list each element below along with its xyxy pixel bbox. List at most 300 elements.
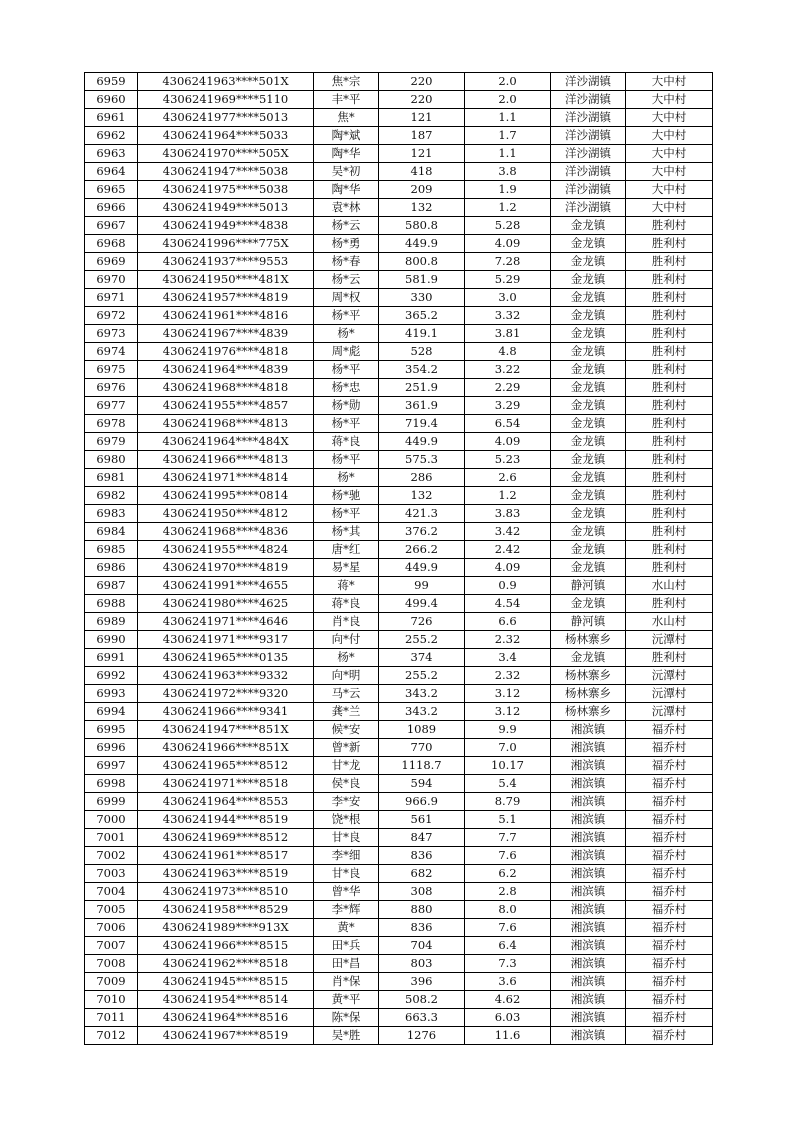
village-cell: 福乔村 — [626, 739, 713, 757]
table-row — [85, 901, 713, 919]
quantity-cell: 3.12 — [465, 703, 551, 721]
row-number-cell: 6982 — [85, 487, 138, 505]
quantity-cell: 5.1 — [465, 811, 551, 829]
amount-cell: 220 — [379, 91, 465, 109]
row-number-cell: 7012 — [85, 1027, 138, 1045]
town-cell: 洋沙湖镇 — [551, 199, 626, 217]
name-cell: 易*星 — [314, 559, 379, 577]
village-cell: 胜利村 — [626, 433, 713, 451]
table-row — [85, 271, 713, 289]
town-cell: 湘滨镇 — [551, 1009, 626, 1027]
table-row — [85, 73, 713, 91]
row-number-cell: 7002 — [85, 847, 138, 865]
row-number-cell: 6974 — [85, 343, 138, 361]
town-cell: 湘滨镇 — [551, 739, 626, 757]
table-row — [85, 811, 713, 829]
village-cell: 福乔村 — [626, 829, 713, 847]
quantity-cell: 4.09 — [465, 559, 551, 577]
town-cell: 金龙镇 — [551, 307, 626, 325]
quantity-cell: 6.4 — [465, 937, 551, 955]
amount-cell: 704 — [379, 937, 465, 955]
town-cell: 洋沙湖镇 — [551, 181, 626, 199]
id-number-cell: 4306241963****501X — [138, 73, 314, 91]
row-number-cell: 6975 — [85, 361, 138, 379]
amount-cell: 419.1 — [379, 325, 465, 343]
quantity-cell: 2.42 — [465, 541, 551, 559]
id-number-cell: 4306241971****4646 — [138, 613, 314, 631]
id-number-cell: 4306241973****8510 — [138, 883, 314, 901]
quantity-cell: 8.0 — [465, 901, 551, 919]
row-number-cell: 6967 — [85, 217, 138, 235]
quantity-cell: 3.83 — [465, 505, 551, 523]
table-row — [85, 325, 713, 343]
town-cell: 洋沙湖镇 — [551, 145, 626, 163]
name-cell: 田*兵 — [314, 937, 379, 955]
table-row — [85, 127, 713, 145]
village-cell: 胜利村 — [626, 595, 713, 613]
amount-cell: 266.2 — [379, 541, 465, 559]
id-number-cell: 4306241996****775X — [138, 235, 314, 253]
id-number-cell: 4306241967****8519 — [138, 1027, 314, 1045]
id-number-cell: 4306241963****8519 — [138, 865, 314, 883]
row-number-cell: 6987 — [85, 577, 138, 595]
village-cell: 胜利村 — [626, 253, 713, 271]
name-cell: 焦*宗 — [314, 73, 379, 91]
row-number-cell: 7011 — [85, 1009, 138, 1027]
village-cell: 福乔村 — [626, 1027, 713, 1045]
amount-cell: 1089 — [379, 721, 465, 739]
quantity-cell: 2.32 — [465, 631, 551, 649]
quantity-cell: 1.2 — [465, 199, 551, 217]
id-number-cell: 4306241955****4824 — [138, 541, 314, 559]
id-number-cell: 4306241972****9320 — [138, 685, 314, 703]
amount-cell: 803 — [379, 955, 465, 973]
id-number-cell: 4306241961****4816 — [138, 307, 314, 325]
name-cell: 肖*良 — [314, 613, 379, 631]
id-number-cell: 4306241966****9341 — [138, 703, 314, 721]
id-number-cell: 4306241958****8529 — [138, 901, 314, 919]
id-number-cell: 4306241969****5110 — [138, 91, 314, 109]
village-cell: 水山村 — [626, 613, 713, 631]
name-cell: 蒋* — [314, 577, 379, 595]
name-cell: 蒋*良 — [314, 595, 379, 613]
id-number-cell: 4306241971****8518 — [138, 775, 314, 793]
village-cell: 胜利村 — [626, 379, 713, 397]
table-row — [85, 487, 713, 505]
table-row — [85, 235, 713, 253]
amount-cell: 421.3 — [379, 505, 465, 523]
village-cell: 大中村 — [626, 163, 713, 181]
table-row — [85, 559, 713, 577]
amount-cell: 594 — [379, 775, 465, 793]
id-number-cell: 4306241966****851X — [138, 739, 314, 757]
town-cell: 金龙镇 — [551, 523, 626, 541]
table-row — [85, 397, 713, 415]
name-cell: 周*权 — [314, 289, 379, 307]
quantity-cell: 2.0 — [465, 91, 551, 109]
name-cell: 杨*平 — [314, 451, 379, 469]
table-row — [85, 595, 713, 613]
amount-cell: 836 — [379, 919, 465, 937]
id-number-cell: 4306241947****5038 — [138, 163, 314, 181]
row-number-cell: 6964 — [85, 163, 138, 181]
id-number-cell: 4306241963****9332 — [138, 667, 314, 685]
name-cell: 蒋*良 — [314, 433, 379, 451]
village-cell: 胜利村 — [626, 343, 713, 361]
town-cell: 金龙镇 — [551, 397, 626, 415]
town-cell: 湘滨镇 — [551, 901, 626, 919]
id-number-cell: 4306241976****4818 — [138, 343, 314, 361]
row-number-cell: 6995 — [85, 721, 138, 739]
village-cell: 胜利村 — [626, 487, 713, 505]
row-number-cell: 6990 — [85, 631, 138, 649]
amount-cell: 528 — [379, 343, 465, 361]
amount-cell: 220 — [379, 73, 465, 91]
village-cell: 胜利村 — [626, 415, 713, 433]
quantity-cell: 4.62 — [465, 991, 551, 1009]
id-number-cell: 4306241975****5038 — [138, 181, 314, 199]
town-cell: 洋沙湖镇 — [551, 163, 626, 181]
name-cell: 马*云 — [314, 685, 379, 703]
id-number-cell: 4306241964****8516 — [138, 1009, 314, 1027]
name-cell: 候*安 — [314, 721, 379, 739]
village-cell: 胜利村 — [626, 289, 713, 307]
row-number-cell: 6989 — [85, 613, 138, 631]
amount-cell: 719.4 — [379, 415, 465, 433]
name-cell: 杨*平 — [314, 415, 379, 433]
quantity-cell: 3.8 — [465, 163, 551, 181]
name-cell: 唐*红 — [314, 541, 379, 559]
row-number-cell: 6980 — [85, 451, 138, 469]
amount-cell: 663.3 — [379, 1009, 465, 1027]
name-cell: 杨* — [314, 325, 379, 343]
name-cell: 侯*良 — [314, 775, 379, 793]
amount-cell: 132 — [379, 487, 465, 505]
town-cell: 杨林寨乡 — [551, 631, 626, 649]
row-number-cell: 6965 — [85, 181, 138, 199]
table-row — [85, 865, 713, 883]
name-cell: 向*明 — [314, 667, 379, 685]
id-number-cell: 4306241955****4857 — [138, 397, 314, 415]
quantity-cell: 5.23 — [465, 451, 551, 469]
amount-cell: 682 — [379, 865, 465, 883]
town-cell: 湘滨镇 — [551, 919, 626, 937]
town-cell: 静河镇 — [551, 613, 626, 631]
table-row — [85, 361, 713, 379]
row-number-cell: 6998 — [85, 775, 138, 793]
table-row — [85, 1009, 713, 1027]
quantity-cell: 7.7 — [465, 829, 551, 847]
row-number-cell: 7007 — [85, 937, 138, 955]
amount-cell: 966.9 — [379, 793, 465, 811]
table-row — [85, 955, 713, 973]
row-number-cell: 7009 — [85, 973, 138, 991]
town-cell: 金龙镇 — [551, 271, 626, 289]
quantity-cell: 4.09 — [465, 235, 551, 253]
village-cell: 胜利村 — [626, 361, 713, 379]
table-row — [85, 253, 713, 271]
name-cell: 杨*云 — [314, 217, 379, 235]
quantity-cell: 6.54 — [465, 415, 551, 433]
amount-cell: 561 — [379, 811, 465, 829]
row-number-cell: 7010 — [85, 991, 138, 1009]
quantity-cell: 3.81 — [465, 325, 551, 343]
table-row — [85, 649, 713, 667]
village-cell: 大中村 — [626, 127, 713, 145]
village-cell: 胜利村 — [626, 235, 713, 253]
table-row — [85, 577, 713, 595]
table-row — [85, 451, 713, 469]
quantity-cell: 2.32 — [465, 667, 551, 685]
village-cell: 福乔村 — [626, 775, 713, 793]
town-cell: 金龙镇 — [551, 505, 626, 523]
id-number-cell: 4306241989****913X — [138, 919, 314, 937]
id-number-cell: 4306241995****0814 — [138, 487, 314, 505]
amount-cell: 374 — [379, 649, 465, 667]
name-cell: 肖*保 — [314, 973, 379, 991]
row-number-cell: 6992 — [85, 667, 138, 685]
name-cell: 向*付 — [314, 631, 379, 649]
name-cell: 田*昌 — [314, 955, 379, 973]
village-cell: 福乔村 — [626, 757, 713, 775]
amount-cell: 770 — [379, 739, 465, 757]
town-cell: 湘滨镇 — [551, 793, 626, 811]
village-cell: 沅潭村 — [626, 631, 713, 649]
table-row — [85, 937, 713, 955]
village-cell: 福乔村 — [626, 811, 713, 829]
table-row — [85, 379, 713, 397]
id-number-cell: 4306241949****5013 — [138, 199, 314, 217]
table-row — [85, 307, 713, 325]
name-cell: 杨*春 — [314, 253, 379, 271]
id-number-cell: 4306241970****4819 — [138, 559, 314, 577]
quantity-cell: 6.2 — [465, 865, 551, 883]
id-number-cell: 4306241950****481X — [138, 271, 314, 289]
id-number-cell: 4306241968****4818 — [138, 379, 314, 397]
name-cell: 陶*华 — [314, 181, 379, 199]
id-number-cell: 4306241949****4838 — [138, 217, 314, 235]
town-cell: 杨林寨乡 — [551, 667, 626, 685]
name-cell: 甘*良 — [314, 865, 379, 883]
quantity-cell: 9.9 — [465, 721, 551, 739]
town-cell: 金龙镇 — [551, 649, 626, 667]
table-row — [85, 757, 713, 775]
amount-cell: 286 — [379, 469, 465, 487]
table-row — [85, 181, 713, 199]
id-number-cell: 4306241964****4839 — [138, 361, 314, 379]
row-number-cell: 6961 — [85, 109, 138, 127]
town-cell: 湘滨镇 — [551, 1027, 626, 1045]
name-cell: 陶*斌 — [314, 127, 379, 145]
amount-cell: 847 — [379, 829, 465, 847]
row-number-cell: 6969 — [85, 253, 138, 271]
row-number-cell: 6994 — [85, 703, 138, 721]
town-cell: 洋沙湖镇 — [551, 109, 626, 127]
id-number-cell: 4306241968****4813 — [138, 415, 314, 433]
name-cell: 黄* — [314, 919, 379, 937]
table-row — [85, 1027, 713, 1045]
village-cell: 胜利村 — [626, 325, 713, 343]
table-row — [85, 793, 713, 811]
name-cell: 饶*根 — [314, 811, 379, 829]
town-cell: 金龙镇 — [551, 559, 626, 577]
town-cell: 湘滨镇 — [551, 973, 626, 991]
amount-cell: 365.2 — [379, 307, 465, 325]
town-cell: 湘滨镇 — [551, 757, 626, 775]
amount-cell: 255.2 — [379, 667, 465, 685]
quantity-cell: 11.6 — [465, 1027, 551, 1045]
town-cell: 金龙镇 — [551, 415, 626, 433]
amount-cell: 880 — [379, 901, 465, 919]
table-row — [85, 541, 713, 559]
town-cell: 金龙镇 — [551, 217, 626, 235]
name-cell: 杨*平 — [314, 505, 379, 523]
row-number-cell: 6970 — [85, 271, 138, 289]
town-cell: 湘滨镇 — [551, 847, 626, 865]
amount-cell: 836 — [379, 847, 465, 865]
table-row — [85, 199, 713, 217]
table-row — [85, 991, 713, 1009]
row-number-cell: 6962 — [85, 127, 138, 145]
quantity-cell: 2.8 — [465, 883, 551, 901]
row-number-cell: 7000 — [85, 811, 138, 829]
table-row — [85, 847, 713, 865]
row-number-cell: 6999 — [85, 793, 138, 811]
quantity-cell: 7.6 — [465, 919, 551, 937]
village-cell: 胜利村 — [626, 523, 713, 541]
amount-cell: 209 — [379, 181, 465, 199]
amount-cell: 343.2 — [379, 703, 465, 721]
amount-cell: 121 — [379, 109, 465, 127]
name-cell: 黄*平 — [314, 991, 379, 1009]
id-number-cell: 4306241991****4655 — [138, 577, 314, 595]
name-cell: 李*细 — [314, 847, 379, 865]
name-cell: 杨*忠 — [314, 379, 379, 397]
id-number-cell: 4306241950****4812 — [138, 505, 314, 523]
row-number-cell: 6996 — [85, 739, 138, 757]
quantity-cell: 2.6 — [465, 469, 551, 487]
amount-cell: 330 — [379, 289, 465, 307]
row-number-cell: 6976 — [85, 379, 138, 397]
quantity-cell: 0.9 — [465, 577, 551, 595]
quantity-cell: 5.29 — [465, 271, 551, 289]
amount-cell: 449.9 — [379, 433, 465, 451]
town-cell: 杨林寨乡 — [551, 703, 626, 721]
amount-cell: 343.2 — [379, 685, 465, 703]
row-number-cell: 6978 — [85, 415, 138, 433]
amount-cell: 575.3 — [379, 451, 465, 469]
row-number-cell: 6968 — [85, 235, 138, 253]
village-cell: 福乔村 — [626, 955, 713, 973]
name-cell: 杨*平 — [314, 307, 379, 325]
quantity-cell: 3.22 — [465, 361, 551, 379]
amount-cell: 121 — [379, 145, 465, 163]
town-cell: 湘滨镇 — [551, 865, 626, 883]
row-number-cell: 6971 — [85, 289, 138, 307]
quantity-cell: 3.6 — [465, 973, 551, 991]
quantity-cell: 3.42 — [465, 523, 551, 541]
id-number-cell: 4306241980****4625 — [138, 595, 314, 613]
row-number-cell: 6977 — [85, 397, 138, 415]
village-cell: 沅潭村 — [626, 667, 713, 685]
name-cell: 甘*良 — [314, 829, 379, 847]
town-cell: 湘滨镇 — [551, 991, 626, 1009]
town-cell: 洋沙湖镇 — [551, 127, 626, 145]
id-number-cell: 4306241964****484X — [138, 433, 314, 451]
town-cell: 湘滨镇 — [551, 955, 626, 973]
quantity-cell: 4.54 — [465, 595, 551, 613]
name-cell: 陈*保 — [314, 1009, 379, 1027]
amount-cell: 800.8 — [379, 253, 465, 271]
amount-cell: 581.9 — [379, 271, 465, 289]
row-number-cell: 6993 — [85, 685, 138, 703]
table-row — [85, 469, 713, 487]
id-number-cell: 4306241945****8515 — [138, 973, 314, 991]
table-row — [85, 973, 713, 991]
quantity-cell: 3.0 — [465, 289, 551, 307]
name-cell: 吴*初 — [314, 163, 379, 181]
id-number-cell: 4306241966****4813 — [138, 451, 314, 469]
amount-cell: 580.8 — [379, 217, 465, 235]
quantity-cell: 5.4 — [465, 775, 551, 793]
village-cell: 福乔村 — [626, 883, 713, 901]
village-cell: 沅潭村 — [626, 685, 713, 703]
name-cell: 杨*平 — [314, 361, 379, 379]
id-number-cell: 4306241944****8519 — [138, 811, 314, 829]
name-cell: 李*安 — [314, 793, 379, 811]
row-number-cell: 6966 — [85, 199, 138, 217]
id-number-cell: 4306241971****9317 — [138, 631, 314, 649]
quantity-cell: 7.3 — [465, 955, 551, 973]
table-row — [85, 163, 713, 181]
row-number-cell: 6973 — [85, 325, 138, 343]
row-number-cell: 6984 — [85, 523, 138, 541]
village-cell: 胜利村 — [626, 451, 713, 469]
name-cell: 李*辉 — [314, 901, 379, 919]
row-number-cell: 6991 — [85, 649, 138, 667]
amount-cell: 508.2 — [379, 991, 465, 1009]
village-cell: 胜利村 — [626, 469, 713, 487]
id-number-cell: 4306241969****8512 — [138, 829, 314, 847]
name-cell: 陶*华 — [314, 145, 379, 163]
quantity-cell: 2.29 — [465, 379, 551, 397]
quantity-cell: 4.09 — [465, 433, 551, 451]
amount-cell: 1118.7 — [379, 757, 465, 775]
quantity-cell: 1.1 — [465, 109, 551, 127]
name-cell: 杨* — [314, 469, 379, 487]
table-row — [85, 217, 713, 235]
quantity-cell: 6.03 — [465, 1009, 551, 1027]
name-cell: 吴*胜 — [314, 1027, 379, 1045]
amount-cell: 308 — [379, 883, 465, 901]
id-number-cell: 4306241967****4839 — [138, 325, 314, 343]
town-cell: 湘滨镇 — [551, 775, 626, 793]
quantity-cell: 7.6 — [465, 847, 551, 865]
table-row — [85, 109, 713, 127]
row-number-cell: 7003 — [85, 865, 138, 883]
amount-cell: 449.9 — [379, 235, 465, 253]
id-number-cell: 4306241961****8517 — [138, 847, 314, 865]
table-row — [85, 883, 713, 901]
village-cell: 福乔村 — [626, 973, 713, 991]
name-cell: 甘*龙 — [314, 757, 379, 775]
amount-cell: 132 — [379, 199, 465, 217]
table-row — [85, 415, 713, 433]
quantity-cell: 8.79 — [465, 793, 551, 811]
table-body — [85, 73, 713, 1045]
amount-cell: 354.2 — [379, 361, 465, 379]
id-number-cell: 4306241977****5013 — [138, 109, 314, 127]
